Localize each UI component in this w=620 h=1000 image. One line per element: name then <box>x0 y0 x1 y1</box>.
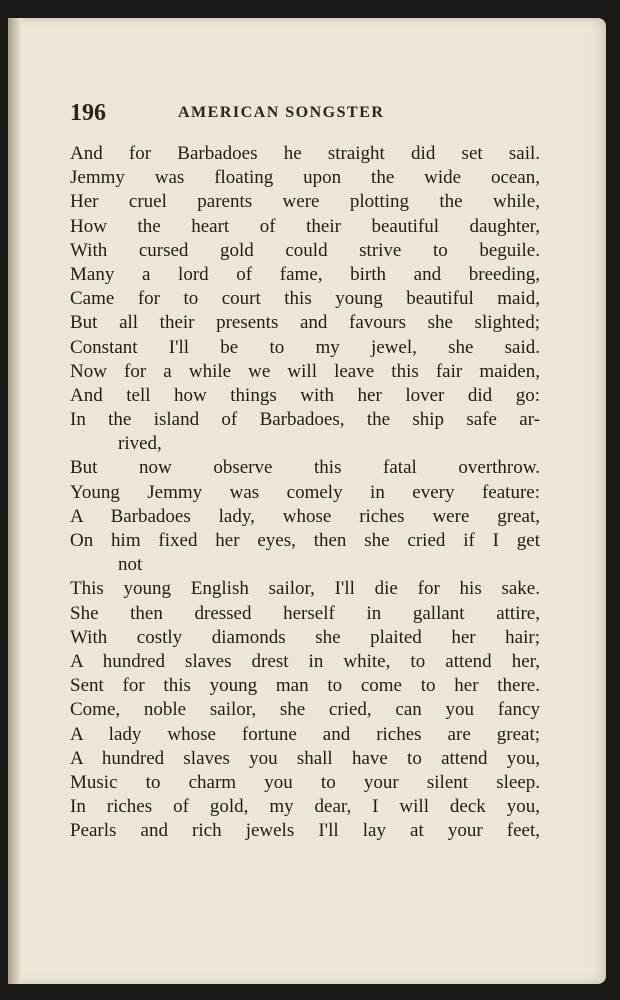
text-line: A hundred slaves you shall have to attend you, <box>70 747 540 769</box>
text-line: Came for to court this young beautiful maid, <box>70 288 540 310</box>
text-line: But all their presents and favours she slighted; <box>70 312 540 334</box>
text-line: She then dressed herself in gallant attire, <box>70 602 540 624</box>
book-page <box>8 18 606 984</box>
text-line: Music to charm you to your silent sleep. <box>70 771 540 793</box>
text-line: A hundred slaves drest in white, to attend her, <box>70 650 540 672</box>
page-gutter <box>8 18 22 984</box>
text-line-continuation: not <box>118 554 143 576</box>
text-line: This young English sailor, I'll die for his sake. <box>70 578 540 600</box>
running-head: AMERICAN SONGSTER <box>178 104 385 121</box>
text-line: Jemmy was floating upon the wide ocean, <box>70 167 540 189</box>
text-line: Sent for this young man to come to her there. <box>70 675 540 697</box>
text-line: Many a lord of fame, birth and breeding, <box>70 263 540 285</box>
page-header <box>70 96 530 136</box>
text-line: In the island of Barbadoes, the ship safe ar- <box>70 409 540 431</box>
song-text <box>70 142 540 843</box>
text-line: And tell how things with her lover did go: <box>70 384 540 406</box>
text-line: How the heart of their beautiful daughter, <box>70 215 540 237</box>
text-line: Come, noble sailor, she cried, can you fancy <box>70 699 540 721</box>
text-line: Her cruel parents were plotting the while, <box>70 191 540 213</box>
text-line: Pearls and rich jewels I'll lay at your feet, <box>70 820 540 842</box>
text-line: A Barbadoes lady, whose riches were great, <box>70 505 540 527</box>
text-line: And for Barbadoes he straight did set sail. <box>70 143 540 164</box>
text-line: But now observe this fatal overthrow. <box>70 457 540 479</box>
text-line: Constant I'll be to my jewel, she said. <box>70 336 540 358</box>
text-line: Now for a while we will leave this fair maiden, <box>70 360 540 382</box>
text-line: In riches of gold, my dear, I will deck you, <box>70 796 540 818</box>
text-line: With costly diamonds she plaited her hair; <box>70 626 540 648</box>
text-line: On him fixed her eyes, then she cried if I get <box>70 530 540 551</box>
text-line: Young Jemmy was comely in every feature: <box>70 481 540 503</box>
text-line: With cursed gold could strive to beguile. <box>70 239 540 261</box>
page-number: 196 <box>70 100 106 126</box>
text-line: A lady whose fortune and riches are great; <box>70 723 540 745</box>
text-line-continuation: rived, <box>118 433 162 455</box>
